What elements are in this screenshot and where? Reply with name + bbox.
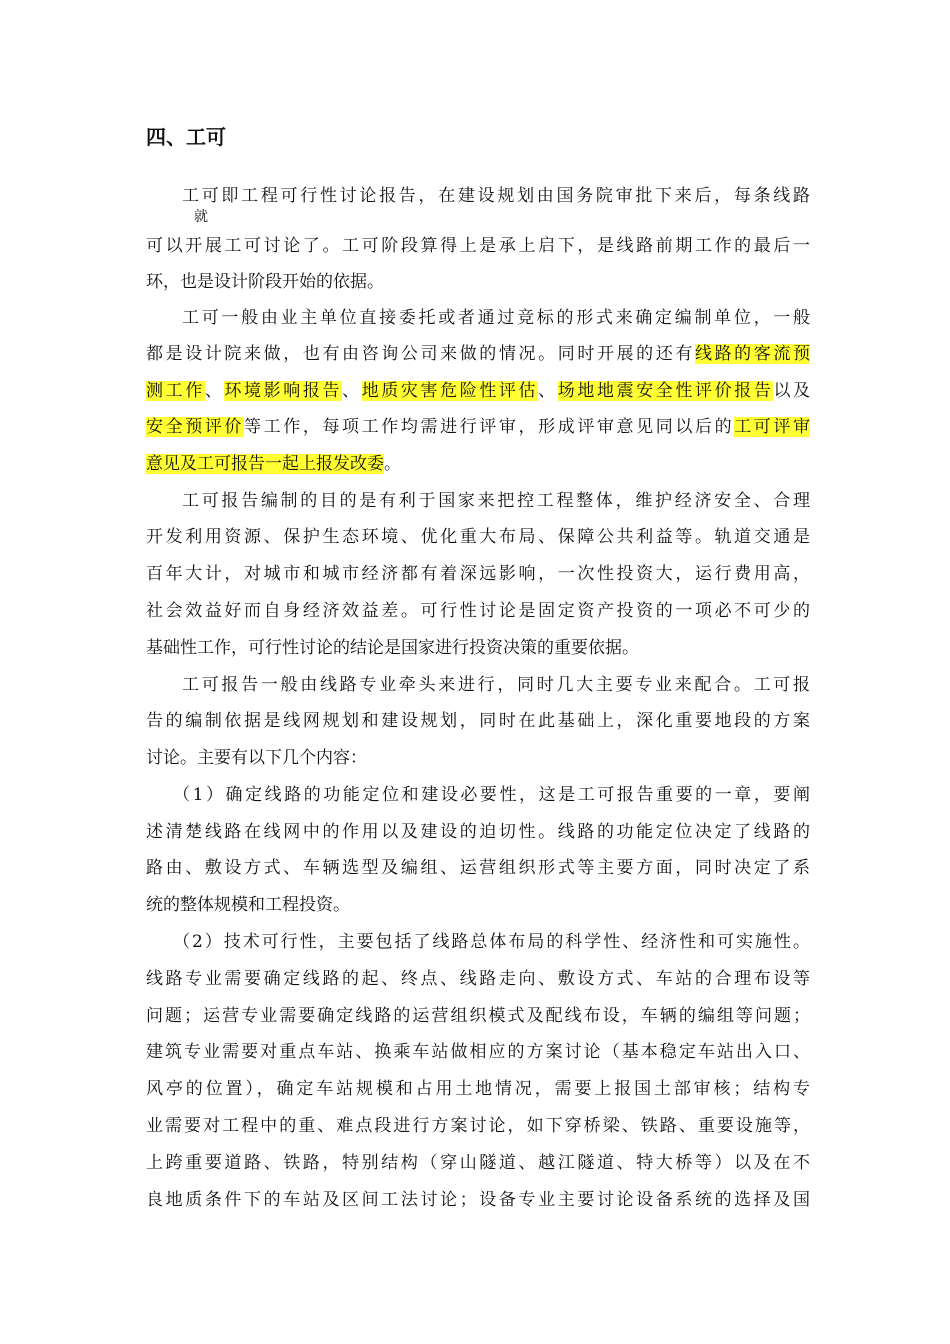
p2-sep: 、 — [204, 381, 225, 401]
p2-line-4 — [146, 413, 810, 441]
p2-highlight-submit: 意见及工可报告一起上报发改委 — [146, 454, 384, 474]
p6-line-7: 上跨重要道路、铁路，特别结构（穿山隧道、越江隧道、特大桥等）以及在不 — [146, 1153, 810, 1173]
p6-line-4: 建筑专业需要对重点车站、换乘车站做相应的方案讨论（基本稳定车站出入口、 — [146, 1042, 810, 1062]
p5-line-1: （1）确定线路的功能定位和建设必要性，这是工可报告重要的一章，要阐 — [173, 785, 810, 805]
p1-line-1: 工可即工程可行性讨论报告，在建设规划由国务院审批下来后，每条线路 — [182, 186, 810, 206]
p3-line-2: 开发利用资源、保护生态环境、优化重大布局、保障公共利益等。轨道交通是 — [146, 527, 810, 547]
p2-highlight-geology: 地质灾害危险性评估 — [361, 381, 539, 401]
p2-highlight-forecast: 测工作 — [146, 381, 205, 401]
p2-text: 。 — [384, 454, 401, 474]
p2-sep: 、 — [538, 381, 558, 401]
p2-highlight-environment: 环境影响报告 — [224, 381, 343, 401]
p2-line-1: 工可一般由业主单位直接委托或者通过竞标的形式来确定编制单位，一般 — [182, 308, 810, 328]
p1-line-2: 可以开展工可讨论了。工可阶段算得上是承上启下，是线路前期工作的最后一 — [146, 236, 810, 256]
p2-highlight-passenger-flow: 线路的客流预 — [694, 344, 810, 364]
p6-line-2: 线路专业需要确定线路的起、终点、线路走向、敷设方式、车站的合理布设等 — [146, 969, 810, 989]
p1-stray-char: 就 — [194, 209, 208, 225]
p3-line-4: 社会效益好而自身经济效益差。可行性讨论是固定资产投资的一项必不可少的 — [146, 601, 810, 621]
p6-line-5: 风亭的位置），确定车站规模和占用土地情况，需要上报国土部审核；结构专 — [146, 1079, 810, 1099]
p3-line-3: 百年大计，对城市和城市经济都有着深远影响，一次性投资大，运行费用高， — [146, 564, 810, 584]
p2-line-5 — [146, 450, 810, 478]
p4-line-2: 告的编制依据是线网规划和建设规划，同时在此基础上，深化重要地段的方案 — [146, 711, 810, 731]
p2-line-2 — [146, 340, 810, 368]
p2-text: 等工作，每项工作均需进行评审，形成评审意见同以后的 — [244, 417, 735, 437]
p1-line-3: 环，也是设计阶段开始的依据。 — [146, 272, 384, 292]
p2-text: 以及 — [773, 381, 811, 401]
p2-highlight-safety: 安全预评价 — [146, 417, 245, 437]
p4-line-1: 工可报告一般由线路专业牵头来进行，同时几大主要专业来配合。工可报 — [182, 675, 810, 695]
p5-line-4: 统的整体规模和工程投资。 — [146, 895, 350, 915]
p3-line-1: 工可报告编制的目的是有利于国家来把控工程整体，维护经济安全、合理 — [182, 491, 810, 511]
section-heading: 四、工可 — [146, 125, 226, 149]
p2-highlight-seismic: 场地地震安全性评价报告 — [557, 381, 774, 401]
p2-sep: 、 — [342, 381, 362, 401]
p6-line-3: 问题；运营专业需要确定线路的运营组织模式及配线布设，车辆的编组等问题； — [146, 1006, 810, 1026]
p3-line-5: 基础性工作，可行性讨论的结论是国家进行投资决策的重要依据。 — [146, 638, 639, 658]
p5-line-2: 述清楚线路在线网中的作用以及建设的迫切性。线路的功能定位决定了线路的 — [146, 822, 810, 842]
p2-line-3 — [146, 377, 810, 405]
p5-line-3: 路由、敷设方式、车辆选型及编组、运营组织形式等主要方面，同时决定了系 — [146, 858, 810, 878]
p2-text: 都是设计院来做，也有由咨询公司来做的情况。同时开展的还有 — [146, 344, 695, 364]
p6-line-6: 业需要对工程中的重、难点段进行方案讨论，如下穿桥梁、铁路、重要设施等， — [146, 1116, 810, 1136]
p6-line-8: 良地质条件下的车站及区间工法讨论；设备专业主要讨论设备系统的选择及国 — [146, 1190, 810, 1210]
p2-highlight-review: 工可评审 — [734, 417, 811, 437]
p6-line-1: （2）技术可行性，主要包括了线路总体布局的科学性、经济性和可实施性。 — [173, 932, 810, 952]
p4-line-3: 讨论。主要有以下几个内容： — [146, 748, 367, 768]
